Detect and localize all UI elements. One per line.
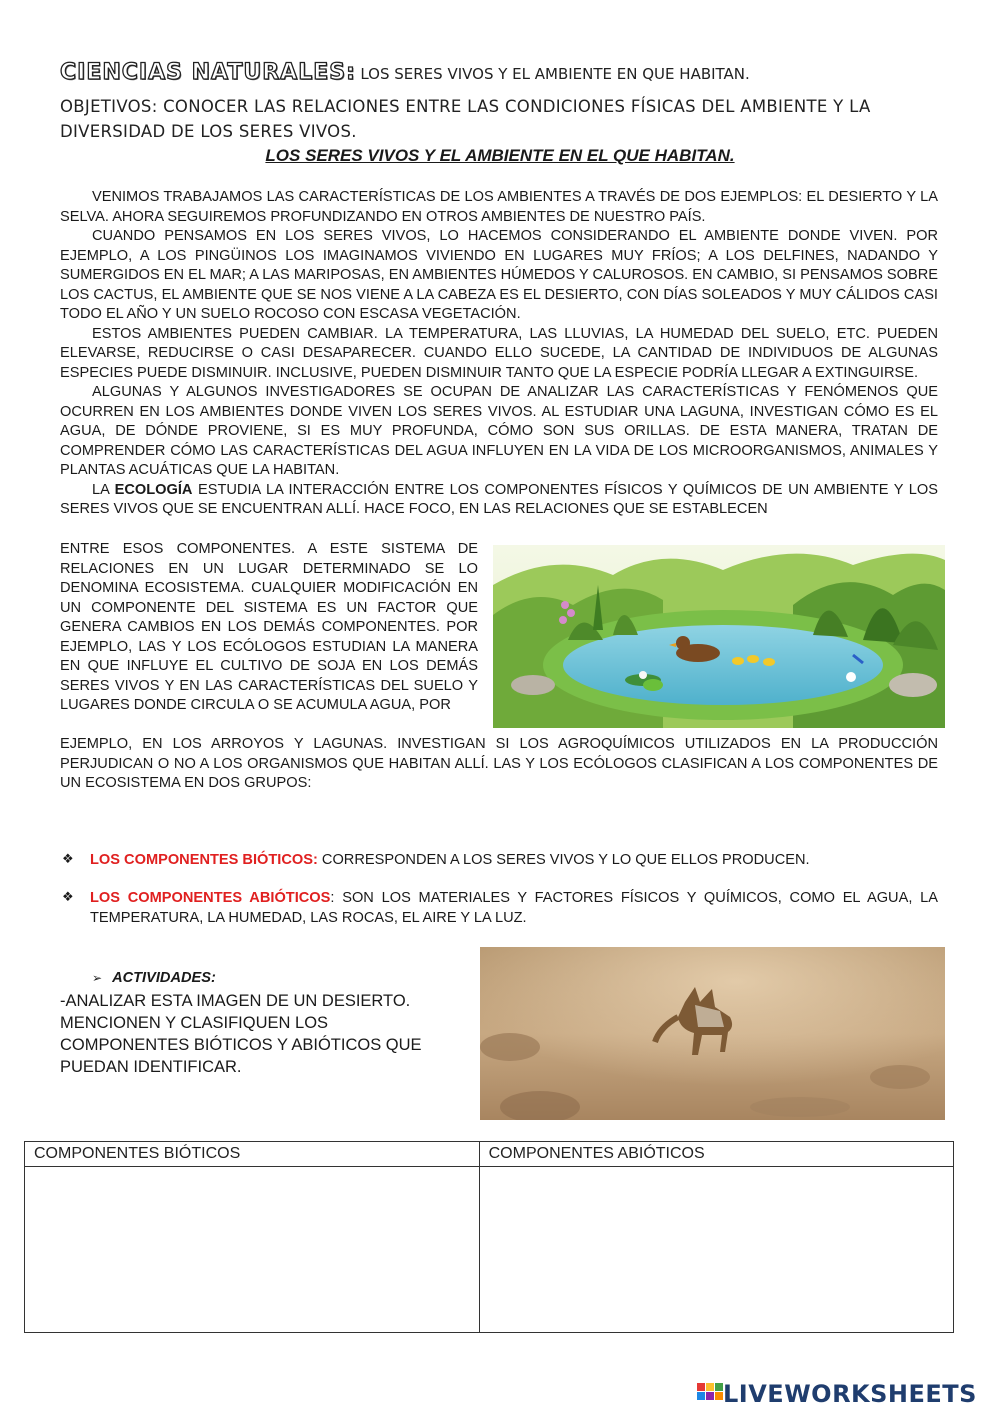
diamond-bullet-icon: ❖ (62, 890, 74, 905)
page-title: CIENCIAS NATURALES: (60, 60, 356, 85)
bioticos-label: LOS COMPONENTES BIÓTICOS: (90, 852, 318, 868)
liveworksheets-logo-icon (697, 1383, 723, 1405)
page-subtitle: LOS SERES VIVOS Y EL AMBIENTE EN QUE HABITAN. (360, 65, 750, 83)
section-title: LOS SERES VIVOS Y EL AMBIENTE EN EL QUE HABITAN. (265, 146, 735, 165)
components-table (24, 1141, 954, 1333)
bioticos-text: CORRESPONDEN A LOS SERES VIVOS Y LO QUE ELLOS PRODUCEN. (317, 852, 810, 868)
pond-ecosystem-illustration (493, 545, 945, 728)
table-header-bioticos: COMPONENTES BIÓTICOS (25, 1142, 480, 1167)
brand-name: LIVEWORKSHEETS (723, 1380, 977, 1408)
ecology-prefix: LA (92, 481, 110, 498)
activities-instructions: -ANALIZAR ESTA IMAGEN DE UN DESIERTO. MENCIONEN Y CLASIFIQUEN LOS COMPONENTES BIÓTICOS Y ABIÓTICOS QUE PUEDAN IDENTIFICAR. (60, 992, 422, 1076)
abioticos-answer-cell[interactable] (479, 1167, 953, 1333)
table-header-abioticos: COMPONENTES ABIÓTICOS (479, 1142, 953, 1167)
bioticos-answer-cell[interactable] (25, 1167, 480, 1333)
ecosystem-column (60, 540, 478, 716)
paragraph-3: ESTOS AMBIENTES PUEDEN CAMBIAR. LA TEMPERATURA, LAS LLUVIAS, LA HUMEDAD DEL SUELO, ETC. PUEDEN ELEVARSE, REDUCIRSE O CASI DESAPARECER. CUANDO ELLO SUCEDE, LA CANTIDAD DE INDIVIDUOS DE ALGUNAS ESPECIES PUEDE DISMINUIR. INCLUSIVE, PUEDEN DISMINUIR TANTO QUE LA ESPECIE PODRÍA LLEGAR A EXTINGUIRSE. (60, 325, 938, 381)
paragraph-4: ALGUNAS Y ALGUNOS INVESTIGADORES SE OCUPAN DE ANALIZAR LAS CARACTERÍSTICAS Y FENÓMENOS QUE OCURREN EN LOS AMBIENTES DONDE VIVEN LOS SERES VIVOS. AL ESTUDIAR UNA LAGUNA, INVESTIGAN CÓMO ES EL AGUA, DE DÓNDE PROVIENE, SI ES MUY PROFUNDA, CÓMO SON SUS ORILLAS. DE ESTA MANERA, TRATAN DE COMPRENDER CÓMO LAS CARACTERÍSTICAS DEL AGUA INFLUYEN EN LA VIDA DE LOS MICROORGANISMOS, ANIMALES Y PLANTAS ACUÁTICAS QUE LA HABITAN. (60, 384, 938, 478)
list-item-abioticos (60, 888, 938, 928)
diamond-bullet-icon: ❖ (62, 852, 74, 867)
liveworksheets-logo (697, 1378, 977, 1410)
ecology-definition: ESTUDIA LA INTERACCIÓN ENTRE LOS COMPONENTES FÍSICOS Y QUÍMICOS DE UN AMBIENTE Y LOS SERES VIVOS QUE SE ENCUENTRAN ALLÍ. HACE FOCO, EN LAS RELACIONES QUE SE ESTABLECEN (60, 481, 938, 517)
activities-heading (92, 970, 216, 986)
ecosystem-continuation-text: EJEMPLO, EN LOS ARROYOS Y LAGUNAS. INVESTIGAN SI LOS AGROQUÍMICOS UTILIZADOS EN LA PRODUCCIÓN PERJUDICAN O NO A LOS ORGANISMOS QUE HABITAN ALLÍ. LAS Y LOS ECÓLOGOS CLASIFICAN A LOS COMPONENTES DE UN ECOSISTEMA EN DOS GRUPOS: (60, 736, 938, 791)
title-line (60, 60, 950, 85)
abioticos-label: LOS COMPONENTES ABIÓTICOS (90, 890, 331, 906)
objectives-text: OBJETIVOS: CONOCER LAS RELACIONES ENTRE LAS CONDICIONES FÍSICAS DEL AMBIENTE Y LA DIVERSIDAD DE LOS SERES VIVOS. (60, 97, 871, 141)
paragraph-2: CUANDO PENSAMOS EN LOS SERES VIVOS, LO HACEMOS CONSIDERANDO EL AMBIENTE DONDE VIVEN. POR EJEMPLO, A LOS PINGÜINOS LOS IMAGINAMOS VIVIENDO EN LUGARES MUY FRÍOS; A LOS DELFINES, NADANDO Y SUMERGIDOS EN EL MAR; A LAS MARIPOSAS, EN AMBIENTES HÚMEDOS Y CALUROSOS. EN CAMBIO, SI PENSAMOS SOBRE LOS CACTUS, EL AMBIENTE QUE SE NOS VIENE A LA CABEZA ES EL DESIERTO, CON DÍAS SOLEADOS Y MUY CÁLIDOS CASI TODO EL AÑO Y UN SUELO ROCOSO CON ESCASA VEGETACIÓN. (60, 228, 938, 322)
activities-heading-label: ACTIVIDADES: (112, 970, 216, 986)
ecology-term: ECOLOGÍA (114, 481, 193, 498)
paragraph-1: VENIMOS TRABAJAMOS LAS CARACTERÍSTICAS DE LOS AMBIENTES A TRAVÉS DE DOS EJEMPLOS: EL DESIERTO Y LA SELVA. AHORA SEGUIREMOS PROFUNDIZANDO EN OTROS AMBIENTES DE NUESTRO PAÍS. (60, 189, 938, 225)
components-list (60, 850, 938, 946)
list-item-bioticos (60, 850, 938, 870)
desert-jackal-photo (480, 947, 945, 1120)
abioticos-text: : SON LOS MATERIALES Y FACTORES FÍSICOS Y QUÍMICOS, COMO EL AGUA, LA TEMPERATURA, LA HUMEDAD, LAS ROCAS, EL AIRE Y LA LUZ. (90, 890, 938, 926)
paragraph-ecology (60, 481, 938, 520)
ecosystem-text: ENTRE ESOS COMPONENTES. A ESTE SISTEMA DE RELACIONES EN UN LUGAR DETERMINADO SE LO DENOMINA ECOSISTEMA. CUALQUIER MODIFICACIÓN EN UN COMPONENTE DEL SISTEMA ES UN FACTOR QUE GENERA CAMBIOS EN LOS DEMÁS COMPONENTES. POR EJEMPLO, LAS Y LOS ECÓLOGOS ESTUDIAN LA MANERA EN QUE INFLUYE EL CULTIVO DE SOJA EN LOS DEMÁS SERES VIVOS Y EN LAS CARACTERÍSTICAS DEL SUELO Y LUGARES DONDE CIRCULA O SE ACUMULA AGUA, POR (60, 541, 478, 713)
ecosystem-continuation (60, 735, 938, 794)
arrow-bullet-icon: ➢ (92, 971, 103, 985)
intro-paragraphs (60, 188, 938, 520)
